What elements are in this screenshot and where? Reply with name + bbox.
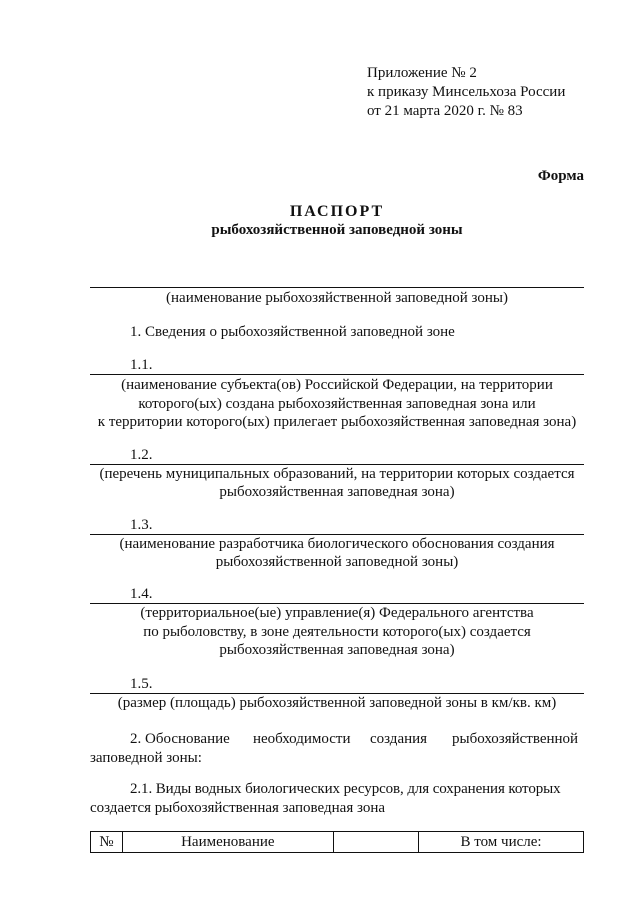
item-1-2-caption-line: (перечень муниципальных образований, на территории которых создается	[99, 466, 575, 482]
zone-name-field	[90, 287, 584, 288]
table-header-row	[91, 832, 584, 853]
zone-name-caption: (наименование рыбохозяйственной заповедной зоны)	[166, 290, 508, 306]
form-label: Форма	[537, 168, 584, 184]
item-1-4-caption-line: рыбохозяйственная заповедная зона)	[219, 642, 455, 658]
item-1-2-caption-line: рыбохозяйственная заповедная зона)	[219, 484, 455, 500]
item-1-4-field	[90, 603, 584, 604]
item-1-3-number: 1.3.	[130, 517, 153, 533]
document-title: ПАСПОРТ	[289, 203, 385, 220]
section-2-heading-word: рыбохозяйственной	[452, 731, 579, 747]
item-1-5-caption-line: (размер (площадь) рыбохозяйственной заповедной зоны в км/кв. км)	[117, 695, 557, 711]
appendix-line-3: от 21 марта 2020 г. № 83	[367, 103, 523, 119]
column-header-empty	[333, 832, 418, 853]
column-header-including: В том числе:	[419, 832, 584, 853]
item-1-4-number: 1.4.	[130, 586, 153, 602]
item-1-1-caption-line: (наименование субъекта(ов) Российской Федерации, на территории	[121, 377, 553, 393]
section-2-heading-word: создания	[370, 731, 428, 747]
column-header-name: Наименование	[122, 832, 333, 853]
appendix-line-2: к приказу Минсельхоза России	[367, 84, 566, 100]
item-1-1-number: 1.1.	[130, 357, 153, 373]
document-subtitle: рыбохозяйственной заповедной зоны	[211, 222, 463, 238]
item-1-1-field	[90, 374, 584, 375]
section-2-heading-word: необходимости	[253, 731, 351, 747]
item-1-5-number: 1.5.	[130, 676, 153, 692]
item-1-3-field	[90, 534, 584, 535]
section-2-1-line: создается рыбохозяйственная заповедная зона	[90, 800, 386, 816]
item-1-3-caption-line: рыбохозяйственной заповедной зоны)	[215, 554, 459, 570]
section-2-1-line: 2.1. Виды водных биологических ресурсов, для сохранения которых	[130, 781, 561, 797]
item-1-2-number: 1.2.	[130, 447, 153, 463]
item-1-3-caption-line: (наименование разработчика биологического обоснования создания	[119, 536, 555, 552]
item-1-1-caption-line: к территории которого(ых) прилегает рыбохозяйственная заповедная зона)	[97, 414, 577, 430]
item-1-1-caption-line: которого(ых) создана рыбохозяйственная заповедная зона или	[138, 396, 536, 412]
species-table	[90, 831, 584, 853]
item-1-4-caption-line: (территориальное(ые) управление(я) Федерального агентства	[140, 605, 534, 621]
column-header-number: №	[91, 832, 123, 853]
item-1-2-field	[90, 464, 584, 465]
section-2-heading-word: 2. Обоснование	[130, 731, 230, 747]
section-2-heading-cont: заповедной зоны:	[90, 750, 202, 766]
appendix-line-1: Приложение № 2	[367, 65, 477, 81]
section-1-heading: 1. Сведения о рыбохозяйственной заповедной зоне	[130, 324, 455, 340]
item-1-5-field	[90, 693, 584, 694]
item-1-4-caption-line: по рыболовству, в зоне деятельности которого(ых) создается	[143, 624, 531, 640]
